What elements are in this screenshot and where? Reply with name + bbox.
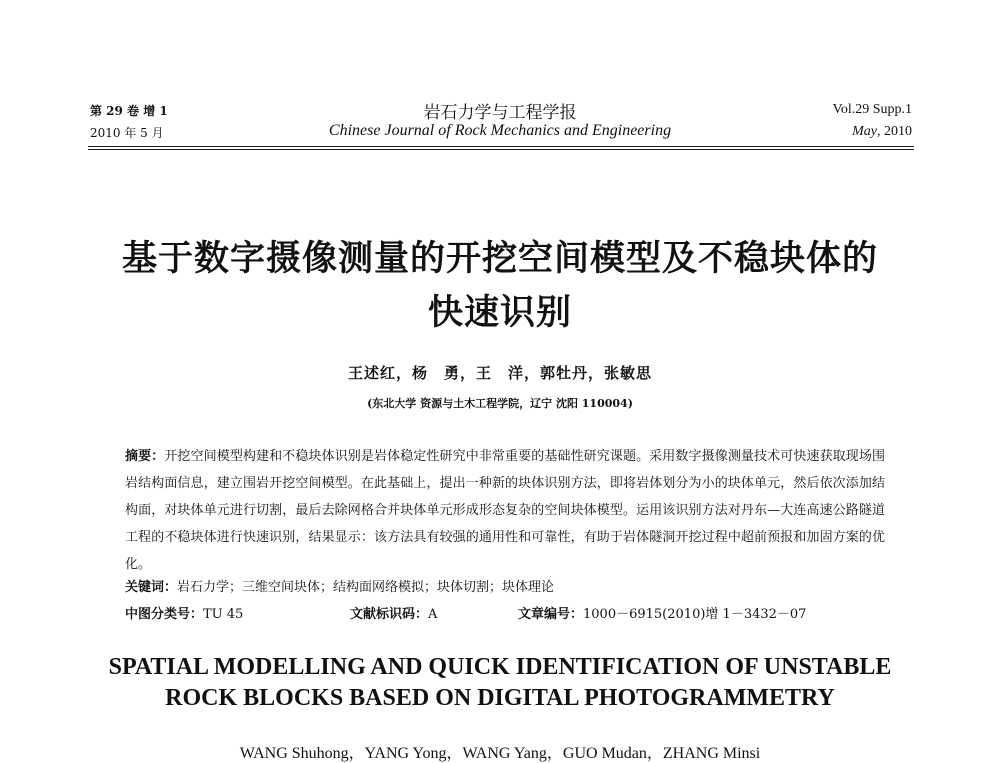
- paper-title-cn-line1: 基于数字摄像测量的开挖空间模型及不稳块体的: [121, 239, 878, 279]
- paper-title-en-line1: SPATIAL MODELLING AND QUICK IDENTIFICATION OF UNSTABLE: [108, 654, 892, 680]
- article-value: 1000－6915(2010)增 1－3432－07: [583, 607, 807, 622]
- abstract-text: 开挖空间模型构建和不稳块体识别是岩体稳定性研究中非常重要的基础性研究课题。采用数字摄像测量技术可快速获取现场围岩结构面信息，建立围岩开挖空间模型。在此基础上，提出一种新的块体识别方法，即将岩体划分为小的块体单元，然后依次添加结构面，对块体单元进行切割，最后去除网格合并块体单元形成形态复杂的空间块体模型。运用该识别方法对丹东—大连高速公路隧道工程的不稳块体进行快速识别，结果显示：该方法具有较强的通用性和可靠性，有助于岩体隧洞开挖过程中超前预报和加固方案的优化。: [125, 449, 885, 572]
- authors-en: WANG Shuhong，YANG Yong，WANG Yang，GUO Mudan，ZHANG Minsi: [239, 745, 761, 762]
- paper-title-en: [60, 652, 940, 714]
- date-en: [852, 124, 912, 140]
- clc-label: 中图分类号：: [125, 607, 204, 622]
- article-number: [518, 603, 806, 622]
- authors-cn: 王述红，杨 勇，王 洋，郭牡丹，张敏思: [347, 364, 652, 382]
- keywords-label: 关键词：: [125, 580, 178, 595]
- volume-cn: 第 29 卷 增 1: [90, 104, 168, 118]
- abstract: [125, 443, 885, 578]
- doc-label: 文献标识码：: [350, 607, 429, 622]
- paper-title-cn-line2: 快速识别: [427, 293, 572, 333]
- document-code: [350, 603, 437, 622]
- date-en-month: May: [852, 124, 877, 139]
- date-en-year: , 2010: [877, 124, 912, 139]
- article-label: 文章编号：: [518, 607, 584, 622]
- date-cn: 2010 年 5 月: [90, 126, 164, 140]
- paper-title-cn: [60, 232, 940, 340]
- affiliation-cn: (东北大学 资源与土木工程学院，辽宁 沈阳 110004): [367, 397, 633, 410]
- journal-title-en: Chinese Journal of Rock Mechanics and Engineering: [328, 122, 672, 139]
- keywords: [125, 576, 554, 595]
- doc-value: A: [428, 607, 438, 622]
- paper-title-en-line2: ROCK BLOCKS BASED ON DIGITAL PHOTOGRAMMETRY: [165, 685, 835, 711]
- abstract-label: 摘要：: [125, 449, 165, 464]
- clc-number: [125, 603, 243, 622]
- journal-title-cn: 岩石力学与工程学报: [423, 103, 577, 123]
- keywords-text: 岩石力学；三维空间块体；结构面网络模拟；块体切割；块体理论: [177, 580, 555, 595]
- volume-en: Vol.29 Supp.1: [832, 102, 912, 117]
- clc-value: TU 45: [203, 607, 244, 622]
- header-rule: [88, 146, 914, 150]
